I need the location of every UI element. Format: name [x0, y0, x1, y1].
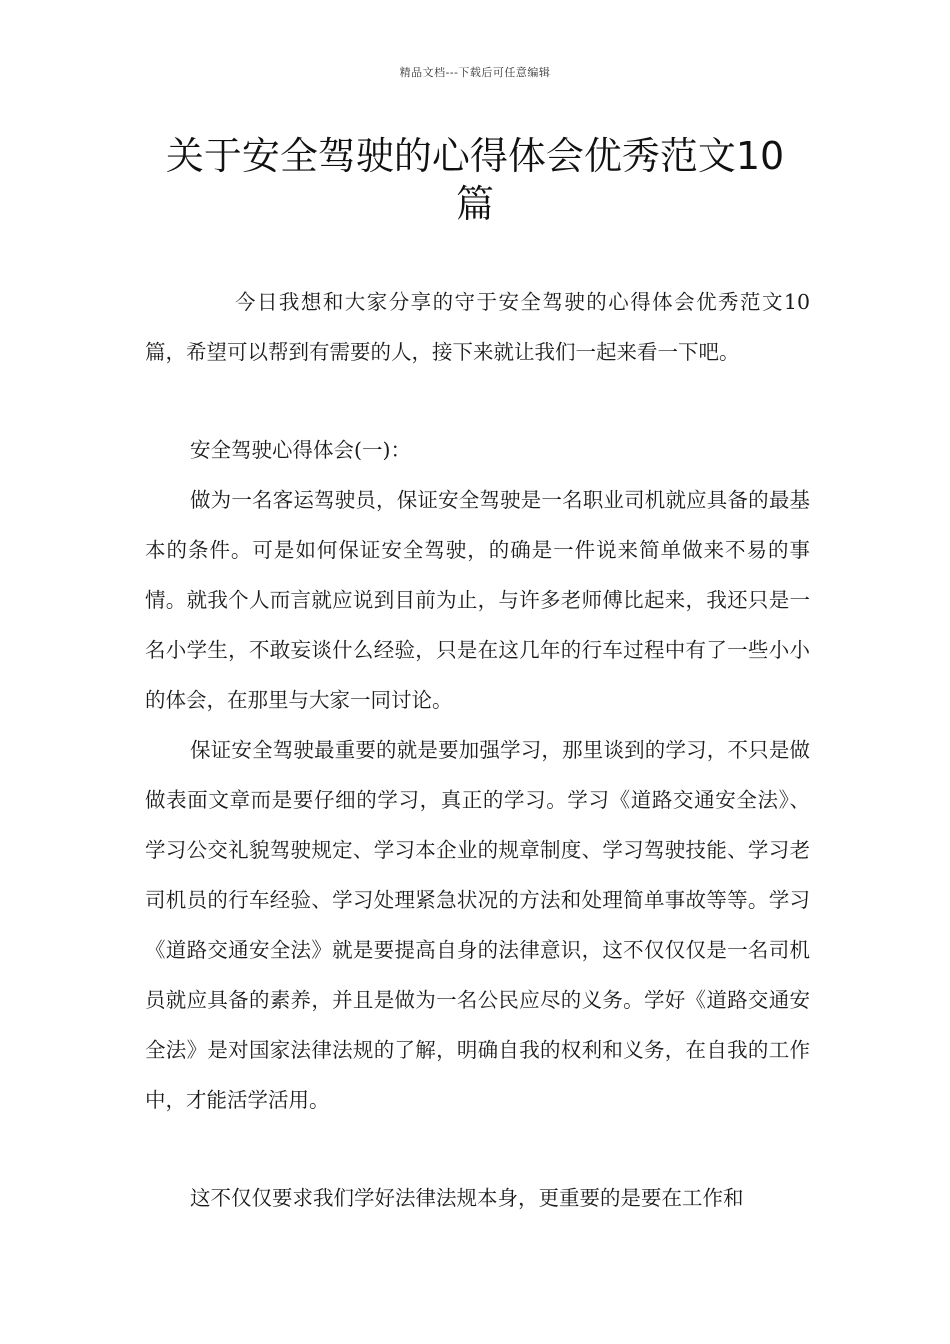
- section-heading: 安全驾驶心得体会(一)：: [190, 438, 411, 462]
- header-note: 精品文档---下载后可任意编辑: [399, 66, 551, 79]
- body-paragraph-2: 保证安全驾驶最重要的就是要加强学习，那里谈到的学习，不只是做做表面文章而是要仔细的学习，真正的学习。学习《道路交通安全法》、学习公交礼貌驾驶规定、学习本企业的规章制度、学习驾驶技能、学习老司机员的行车经验、学习处理紧急状况的方法和处理简单事故等等。学习《道路交通安全法》就是要提高自身的法律意识，这不仅仅仅是一名司机员就应具备的素养，并且是做为一名公民应尽的义务。学好《道路交通安全法》是对国家法律法规的了解，明确自我的权利和义务，在自我的工作中，才能活学活用。: [145, 738, 810, 1112]
- body-paragraph-1: 做为一名客运驾驶员，保证安全驾驶是一名职业司机就应具备的最基本的条件。可是如何保证安全驾驶，的确是一件说来简单做来不易的事情。就我个人而言就应说到目前为止，与许多老师傅比起来，我还只是一名小学生，不敢妄谈什么经验，只是在这几年的行车过程中有了一些小小的体会，在那里与大家一同讨论。: [145, 488, 810, 712]
- document-title: 关于安全驾驶的心得体会优秀范文10篇: [165, 134, 785, 226]
- body-paragraph-3: 这不仅仅要求我们学好法律法规本身，更重要的是要在工作和: [190, 1186, 744, 1210]
- intro-paragraph: 今日我想和大家分享的守于安全驾驶的心得体会优秀范文10篇，希望可以帮到有需要的人，接下来就让我们一起来看一下吧。: [145, 290, 810, 364]
